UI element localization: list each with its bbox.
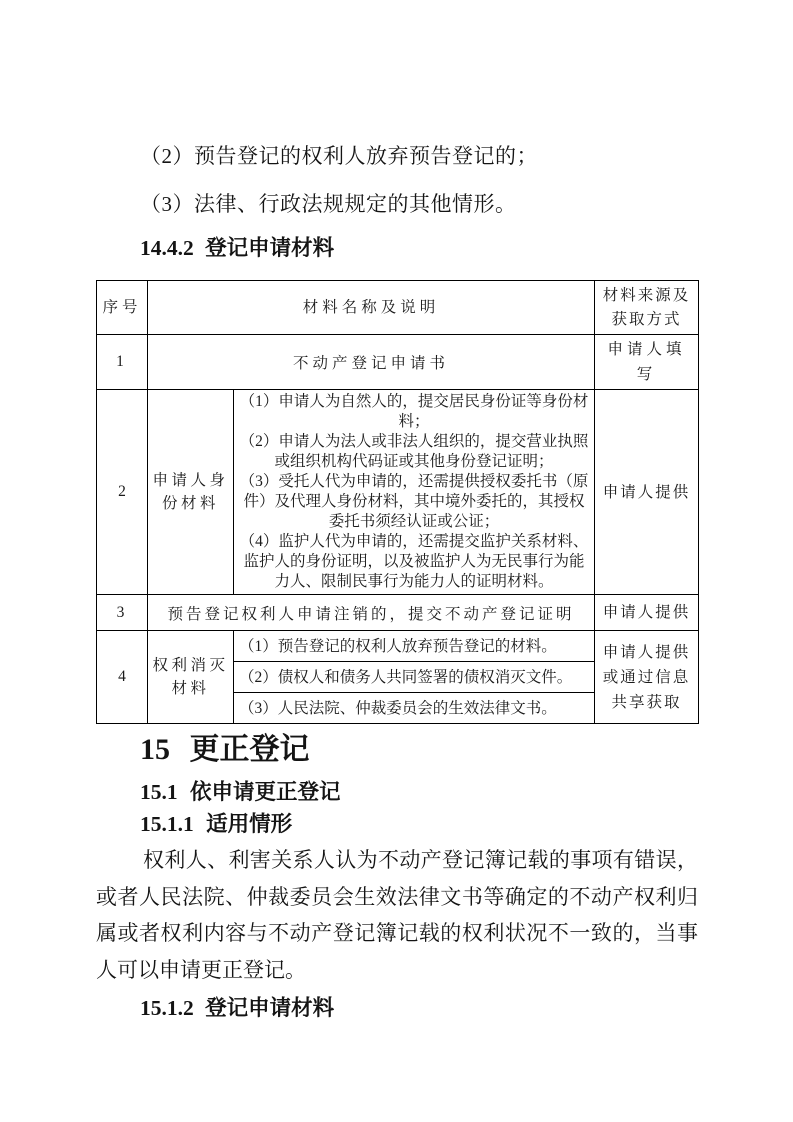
table-row-1 — [97, 335, 699, 390]
row2-item-4: （4）监护人代为申请的，还需提交监护关系材料、监护人的身份证明，以及被监护人为无民事行为能力人、限制民事行为能力人的证明材料。 — [239, 533, 589, 590]
heading-15-1-1: 15.1.1 适用情形 — [140, 812, 293, 836]
heading-14-4-2: 14.4.2 登记申请材料 — [140, 236, 335, 260]
paragraph-15-1-1: 权利人、利害关系人认为不动产登记簿记载的事项有错误，或者人民法院、仲裁委员会生效法律文书等确定的不动产权利归属或者权利内容与不动产登记簿记载的权利状况不一致的，当事人可以申请更正登记。 — [96, 848, 698, 982]
table-row-3 — [97, 595, 699, 631]
cell-row1-name: 不动产登记申请书 — [148, 335, 595, 390]
cell-row2-source: 申请人提供 — [595, 390, 699, 595]
cell-row3-source: 申请人提供 — [595, 595, 699, 631]
header-cell-no: 序号 — [97, 281, 148, 335]
cell-row1-source: 申请人填写 — [595, 335, 699, 390]
row2-item-3: （3）受托人代为申请的，还需提供授权委托书（原件）及代理人身份材料，其中境外委托的，其授权委托书须经认证或公证； — [239, 473, 589, 530]
table-header-row — [97, 281, 699, 335]
cell-row3-name: 预告登记权利人申请注销的，提交不动产登记证明 — [148, 595, 595, 631]
cell-row4-category: 权利消灭材料 — [148, 631, 234, 724]
table-row-2 — [97, 390, 699, 595]
header-cell-name: 材料名称及说明 — [148, 281, 595, 335]
row4-item-1: （1）预告登记的权利人放弃预告登记的材料。 — [234, 631, 595, 662]
list-item-3: （3）法律、行政法规规定的其他情形。 — [140, 192, 517, 216]
cell-row3-no: 3 — [97, 595, 148, 631]
page-content — [96, 0, 698, 1024]
table-row-4 — [97, 631, 699, 662]
cell-row4-source: 申请人提供或通过信息共享获取 — [595, 631, 699, 724]
heading-15-1: 15.1 依申请更正登记 — [140, 780, 341, 804]
application-materials-table — [96, 280, 699, 724]
row2-item-1: （1）申请人为自然人的，提交居民身份证等身份材料； — [239, 393, 589, 430]
row4-item-3: （3）人民法院、仲裁委员会的生效法律文书。 — [234, 693, 595, 724]
header-cell-source: 材料来源及获取方式 — [595, 281, 699, 335]
cell-row2-category: 申请人身份材料 — [148, 390, 234, 595]
row2-item-2: （2）申请人为法人或非法人组织的，提交营业执照或组织机构代码证或其他身份登记证明； — [239, 433, 589, 470]
list-item-2: （2）预告登记的权利人放弃预告登记的； — [140, 144, 538, 168]
cell-row2-no: 2 — [97, 390, 148, 595]
cell-row4-no: 4 — [97, 631, 148, 724]
row4-item-2: （2）债权人和债务人共同签署的债权消灭文件。 — [234, 662, 595, 693]
heading-chapter-15: 15 更正登记 — [140, 733, 310, 766]
cell-row2-items — [234, 390, 595, 595]
heading-15-1-2: 15.1.2 登记申请材料 — [140, 996, 335, 1020]
cell-row1-no: 1 — [97, 335, 148, 390]
